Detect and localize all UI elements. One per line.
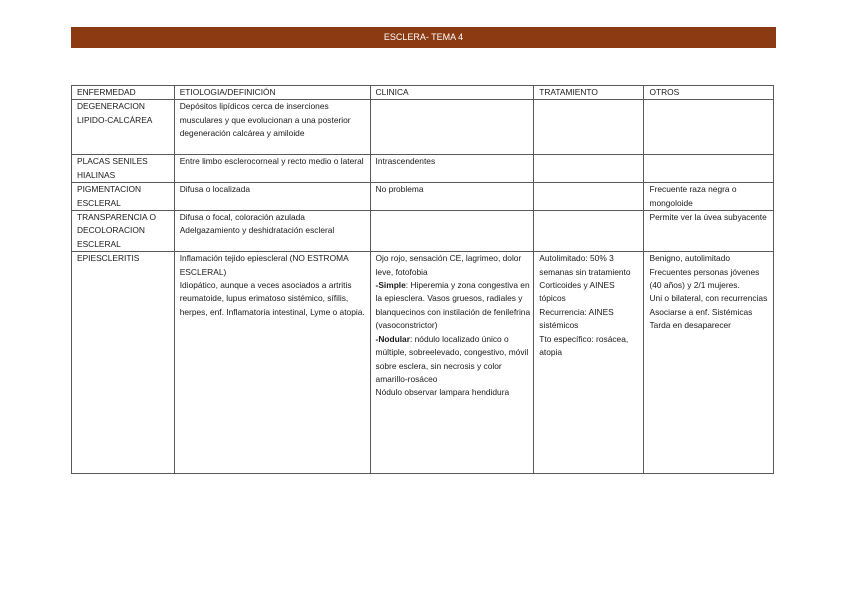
cell-tratamiento: Autolimitado: 50% 3 semanas sin tratamiento Corticoides y AINES tópicos Recurrencia: AINES sistémicos Tto específico: rosácea, atopia	[534, 252, 644, 474]
simple-text: : Hiperemia y zona congestiva en la epiesclera. Vasos gruesos, radiales y blanquecinos con instilación de fenilefrina (vasoconstrictor)	[375, 280, 531, 331]
simple-label: -Simple	[375, 280, 406, 291]
cell-tratamiento	[534, 155, 644, 183]
column-header: OTROS	[644, 86, 774, 100]
cell-otros: Frecuente raza negra o mongoloide	[644, 183, 774, 211]
document-header-banner	[71, 27, 776, 48]
table-row	[72, 252, 774, 474]
cell-clinica	[370, 211, 534, 252]
column-header: TRATAMIENTO	[534, 86, 644, 100]
column-header: CLINICA	[370, 86, 534, 100]
cell-etiologia: Difusa o localizada	[174, 183, 370, 211]
cell-etiologia: Depósitos lipídicos cerca de inserciones musculares y que evolucionan a una posterior degeneración calcárea y amiloide	[174, 100, 370, 155]
nodular-text: : nódulo localizado único o múltiple, sobreelevado, congestivo, móvil sobre esclera, sin necrosis y color amarillo-rosáceo Nódulo observar lampara hendidura	[375, 333, 529, 398]
cell-otros: Benigno, autolimitado Frecuentes personas jóvenes (40 años) y 2/1 mujeres. Uni o bilateral, con recurrencias Asociarse a enf. Sistémicas Tarda en desaparecer	[644, 252, 774, 474]
table-row	[72, 211, 774, 252]
cell-enfermedad: EPIESCLERITIS	[72, 252, 175, 474]
cell-otros	[644, 100, 774, 155]
nodular-label: -Nodular	[375, 333, 410, 344]
cell-tratamiento	[534, 183, 644, 211]
column-header: ENFERMEDAD	[72, 86, 175, 100]
cell-etiologia: Inflamación tejido epiescleral (NO ESTROMA ESCLERAL) Idiopático, aunque a veces asociados a artritis reumatoide, lupus erimatoso sistémico, sífilis, herpes, enf. Inflamatoria intestinal, Lyme o atopia.	[174, 252, 370, 474]
column-header: ETIOLOGIA/DEFINICIÓN	[174, 86, 370, 100]
table-row	[72, 155, 774, 183]
table-header-row	[72, 86, 774, 100]
cell-tratamiento	[534, 211, 644, 252]
cell-enfermedad: DEGENERACION LIPIDO-CALCÁREA	[72, 100, 175, 155]
cell-tratamiento	[534, 100, 644, 155]
cell-enfermedad: TRANSPARENCIA O DECOLORACION ESCLERAL	[72, 211, 175, 252]
cell-etiologia: Difusa o focal, coloración azulada Adelgazamiento y deshidratación escleral	[174, 211, 370, 252]
cell-otros: Permite ver la úvea subyacente	[644, 211, 774, 252]
esclera-table	[71, 85, 774, 474]
cell-etiologia: Entre limbo esclerocorneal y recto medio o lateral	[174, 155, 370, 183]
cell-otros	[644, 155, 774, 183]
cell-clinica: No problema	[370, 183, 534, 211]
table-row	[72, 183, 774, 211]
cell-enfermedad: PLACAS SENILES HIALINAS	[72, 155, 175, 183]
table-row	[72, 100, 774, 155]
clinica-intro: Ojo rojo, sensación CE, lagrimeo, dolor leve, fotofobia	[375, 253, 522, 277]
cell-clinica: Intrascendentes	[370, 155, 534, 183]
cell-enfermedad: PIGMENTACION ESCLERAL	[72, 183, 175, 211]
document-title: ESCLERA- TEMA 4	[383, 32, 464, 42]
cell-clinica	[370, 100, 534, 155]
cell-clinica	[370, 252, 534, 474]
